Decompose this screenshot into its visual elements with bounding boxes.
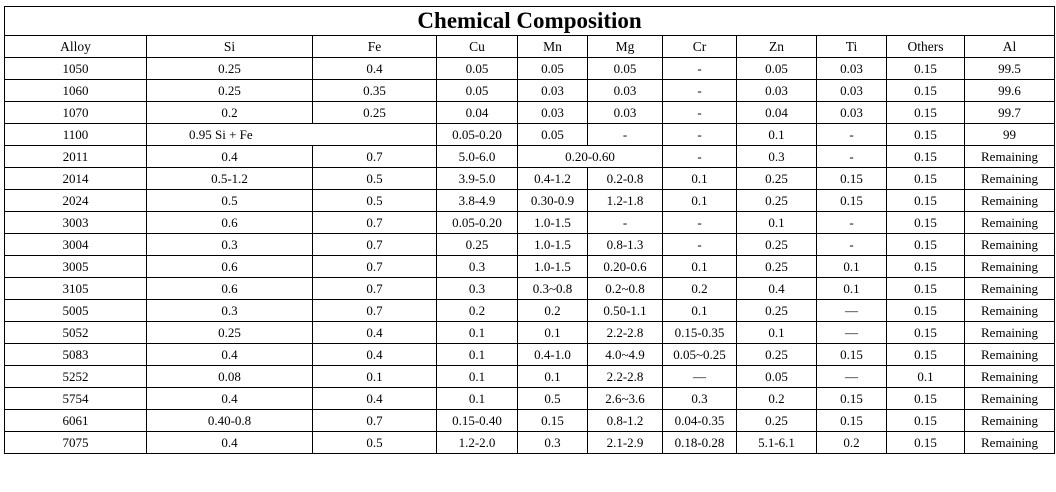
cell-others: 0.15 bbox=[887, 300, 965, 322]
cell-alloy: 2024 bbox=[5, 190, 147, 212]
cell-al: Remaining bbox=[965, 212, 1055, 234]
cell-others: 0.15 bbox=[887, 168, 965, 190]
cell-cu: 0.1 bbox=[437, 344, 518, 366]
cell-fe: 0.7 bbox=[313, 256, 437, 278]
cell-fe: 0.35 bbox=[313, 80, 437, 102]
cell-si: 0.3 bbox=[147, 234, 313, 256]
cell-ti: 0.15 bbox=[817, 190, 887, 212]
cell-alloy: 5005 bbox=[5, 300, 147, 322]
cell-others: 0.15 bbox=[887, 432, 965, 454]
table-row bbox=[5, 256, 1055, 278]
cell-alloy: 2014 bbox=[5, 168, 147, 190]
cell-cr: 0.1 bbox=[663, 168, 737, 190]
header-ti: Ti bbox=[817, 36, 887, 58]
cell-mg: 0.03 bbox=[588, 80, 663, 102]
cell-ti: 0.15 bbox=[817, 168, 887, 190]
cell-cr: 0.3 bbox=[663, 388, 737, 410]
cell-others: 0.1 bbox=[887, 366, 965, 388]
cell-mn: 0.4-1.2 bbox=[518, 168, 588, 190]
cell-others: 0.15 bbox=[887, 190, 965, 212]
table-row bbox=[5, 388, 1055, 410]
header-mg: Mg bbox=[588, 36, 663, 58]
cell-mg: 0.20-0.6 bbox=[588, 256, 663, 278]
cell-si: 0.4 bbox=[147, 146, 313, 168]
cell-cu: 0.2 bbox=[437, 300, 518, 322]
cell-alloy: 5252 bbox=[5, 366, 147, 388]
cell-al: Remaining bbox=[965, 168, 1055, 190]
composition-table-wrapper bbox=[4, 6, 1054, 454]
cell-mg: 0.8-1.3 bbox=[588, 234, 663, 256]
cell-ti: — bbox=[817, 322, 887, 344]
table-row bbox=[5, 168, 1055, 190]
cell-others: 0.15 bbox=[887, 278, 965, 300]
cell-cu: 0.05 bbox=[437, 58, 518, 80]
cell-zn: 0.25 bbox=[737, 256, 817, 278]
cell-cu: 0.25 bbox=[437, 234, 518, 256]
cell-al: Remaining bbox=[965, 256, 1055, 278]
cell-mn: 0.1 bbox=[518, 366, 588, 388]
cell-al: 99 bbox=[965, 124, 1055, 146]
cell-fe: 0.4 bbox=[313, 322, 437, 344]
table-row bbox=[5, 212, 1055, 234]
cell-cu: 0.05-0.20 bbox=[437, 212, 518, 234]
table-row bbox=[5, 80, 1055, 102]
cell-fe: 0.5 bbox=[313, 168, 437, 190]
cell-mg: 2.2-2.8 bbox=[588, 322, 663, 344]
cell-si: 0.3 bbox=[147, 300, 313, 322]
cell-si: 0.2 bbox=[147, 102, 313, 124]
cell-mn: 0.30-0.9 bbox=[518, 190, 588, 212]
cell-alloy: 1060 bbox=[5, 80, 147, 102]
header-fe: Fe bbox=[313, 36, 437, 58]
cell-mg: 1.2-1.8 bbox=[588, 190, 663, 212]
cell-cr: - bbox=[663, 212, 737, 234]
cell-zn: 0.25 bbox=[737, 190, 817, 212]
cell-zn: 0.03 bbox=[737, 80, 817, 102]
cell-fe: 0.1 bbox=[313, 366, 437, 388]
cell-cu: 1.2-2.0 bbox=[437, 432, 518, 454]
header-cr: Cr bbox=[663, 36, 737, 58]
cell-mn: 0.3 bbox=[518, 432, 588, 454]
cell-zn: 0.25 bbox=[737, 168, 817, 190]
header-zn: Zn bbox=[737, 36, 817, 58]
cell-al: Remaining bbox=[965, 432, 1055, 454]
cell-alloy: 7075 bbox=[5, 432, 147, 454]
cell-cr: 0.05~0.25 bbox=[663, 344, 737, 366]
cell-fe: 0.7 bbox=[313, 234, 437, 256]
cell-fe: 0.5 bbox=[313, 190, 437, 212]
composition-table bbox=[4, 6, 1055, 454]
cell-others: 0.15 bbox=[887, 234, 965, 256]
cell-si: 0.5-1.2 bbox=[147, 168, 313, 190]
cell-si: 0.40-0.8 bbox=[147, 410, 313, 432]
cell-fe: 0.7 bbox=[313, 300, 437, 322]
cell-si: 0.25 bbox=[147, 80, 313, 102]
cell-al: Remaining bbox=[965, 410, 1055, 432]
cell-al: Remaining bbox=[965, 278, 1055, 300]
cell-alloy: 6061 bbox=[5, 410, 147, 432]
cell-cr: 0.1 bbox=[663, 256, 737, 278]
cell-cu: 0.15-0.40 bbox=[437, 410, 518, 432]
cell-al: Remaining bbox=[965, 344, 1055, 366]
cell-al: Remaining bbox=[965, 300, 1055, 322]
cell-others: 0.15 bbox=[887, 58, 965, 80]
cell-alloy: 5083 bbox=[5, 344, 147, 366]
cell-ti: 0.15 bbox=[817, 344, 887, 366]
cell-al: Remaining bbox=[965, 388, 1055, 410]
header-si: Si bbox=[147, 36, 313, 58]
cell-others: 0.15 bbox=[887, 212, 965, 234]
table-row bbox=[5, 124, 1055, 146]
cell-cu: 0.3 bbox=[437, 256, 518, 278]
cell-mn: 0.4-1.0 bbox=[518, 344, 588, 366]
header-others: Others bbox=[887, 36, 965, 58]
cell-ti: — bbox=[817, 366, 887, 388]
cell-zn: 0.1 bbox=[737, 322, 817, 344]
cell-al: Remaining bbox=[965, 190, 1055, 212]
cell-si: 0.6 bbox=[147, 256, 313, 278]
cell-mn: 0.2 bbox=[518, 300, 588, 322]
cell-mg: 2.1-2.9 bbox=[588, 432, 663, 454]
cell-cu: 0.05 bbox=[437, 80, 518, 102]
table-row bbox=[5, 234, 1055, 256]
cell-cr: - bbox=[663, 124, 737, 146]
cell-si: 0.08 bbox=[147, 366, 313, 388]
table-row bbox=[5, 190, 1055, 212]
cell-alloy: 1100 bbox=[5, 124, 147, 146]
cell-alloy: 5052 bbox=[5, 322, 147, 344]
cell-zn: 0.05 bbox=[737, 58, 817, 80]
cell-zn: 0.25 bbox=[737, 234, 817, 256]
table-title: Chemical Composition bbox=[5, 7, 1055, 36]
cell-mn: 0.3~0.8 bbox=[518, 278, 588, 300]
cell-fe: 0.7 bbox=[313, 212, 437, 234]
cell-ti: — bbox=[817, 300, 887, 322]
header-alloy: Alloy bbox=[5, 36, 147, 58]
cell-si: 0.25 bbox=[147, 322, 313, 344]
cell-zn: 0.25 bbox=[737, 410, 817, 432]
cell-fe: 0.5 bbox=[313, 432, 437, 454]
cell-cu: 0.05-0.20 bbox=[437, 124, 518, 146]
cell-mn: 1.0-1.5 bbox=[518, 212, 588, 234]
cell-mn: 0.1 bbox=[518, 322, 588, 344]
cell-cu: 5.0-6.0 bbox=[437, 146, 518, 168]
cell-alloy: 5754 bbox=[5, 388, 147, 410]
cell-alloy: 3105 bbox=[5, 278, 147, 300]
cell-cr: 0.18-0.28 bbox=[663, 432, 737, 454]
cell-others: 0.15 bbox=[887, 80, 965, 102]
cell-others: 0.15 bbox=[887, 388, 965, 410]
cell-mg: - bbox=[588, 124, 663, 146]
table-row bbox=[5, 278, 1055, 300]
cell-si: 0.4 bbox=[147, 344, 313, 366]
cell-alloy: 3005 bbox=[5, 256, 147, 278]
cell-fe: 0.7 bbox=[313, 410, 437, 432]
table-row bbox=[5, 146, 1055, 168]
cell-al: Remaining bbox=[965, 322, 1055, 344]
cell-alloy: 1070 bbox=[5, 102, 147, 124]
cell-mg: 0.2~0.8 bbox=[588, 278, 663, 300]
cell-cr: 0.1 bbox=[663, 300, 737, 322]
cell-ti: - bbox=[817, 234, 887, 256]
table-row bbox=[5, 322, 1055, 344]
header-mn: Mn bbox=[518, 36, 588, 58]
cell-si: 0.4 bbox=[147, 388, 313, 410]
cell-zn: 0.3 bbox=[737, 146, 817, 168]
cell-zn: 5.1-6.1 bbox=[737, 432, 817, 454]
cell-ti: 0.03 bbox=[817, 58, 887, 80]
cell-cr: - bbox=[663, 146, 737, 168]
cell-cu: 0.3 bbox=[437, 278, 518, 300]
cell-ti: 0.15 bbox=[817, 410, 887, 432]
cell-mg: 0.50-1.1 bbox=[588, 300, 663, 322]
cell-ti: 0.2 bbox=[817, 432, 887, 454]
cell-si: 0.6 bbox=[147, 278, 313, 300]
table-row bbox=[5, 344, 1055, 366]
header-al: Al bbox=[965, 36, 1055, 58]
header-cu: Cu bbox=[437, 36, 518, 58]
cell-others: 0.15 bbox=[887, 344, 965, 366]
cell-mg: 4.0~4.9 bbox=[588, 344, 663, 366]
table-row bbox=[5, 410, 1055, 432]
cell-ti: - bbox=[817, 146, 887, 168]
cell-mn: 0.03 bbox=[518, 102, 588, 124]
cell-mn: 0.03 bbox=[518, 80, 588, 102]
cell-mn: 0.15 bbox=[518, 410, 588, 432]
cell-si-fe: 0.95 Si + Fe bbox=[147, 124, 437, 146]
cell-cu: 3.8-4.9 bbox=[437, 190, 518, 212]
cell-others: 0.15 bbox=[887, 146, 965, 168]
cell-zn: 0.1 bbox=[737, 124, 817, 146]
cell-mn: 0.05 bbox=[518, 58, 588, 80]
cell-si: 0.4 bbox=[147, 432, 313, 454]
cell-al: 99.7 bbox=[965, 102, 1055, 124]
cell-zn: 0.1 bbox=[737, 212, 817, 234]
cell-al: Remaining bbox=[965, 146, 1055, 168]
cell-mg: 2.2-2.8 bbox=[588, 366, 663, 388]
cell-mn: 0.05 bbox=[518, 124, 588, 146]
cell-mg: 0.03 bbox=[588, 102, 663, 124]
cell-al: 99.6 bbox=[965, 80, 1055, 102]
cell-others: 0.15 bbox=[887, 256, 965, 278]
cell-fe: 0.7 bbox=[313, 146, 437, 168]
cell-fe: 0.4 bbox=[313, 58, 437, 80]
cell-si: 0.25 bbox=[147, 58, 313, 80]
cell-ti: 0.1 bbox=[817, 278, 887, 300]
cell-cr: - bbox=[663, 234, 737, 256]
cell-ti: - bbox=[817, 124, 887, 146]
cell-alloy: 1050 bbox=[5, 58, 147, 80]
cell-cr: 0.1 bbox=[663, 190, 737, 212]
cell-alloy: 2011 bbox=[5, 146, 147, 168]
cell-ti: 0.1 bbox=[817, 256, 887, 278]
cell-zn: 0.05 bbox=[737, 366, 817, 388]
cell-fe: 0.25 bbox=[313, 102, 437, 124]
cell-cr: - bbox=[663, 80, 737, 102]
cell-fe: 0.4 bbox=[313, 344, 437, 366]
cell-fe: 0.7 bbox=[313, 278, 437, 300]
cell-zn: 0.25 bbox=[737, 344, 817, 366]
cell-cr: - bbox=[663, 58, 737, 80]
cell-cu: 0.1 bbox=[437, 366, 518, 388]
cell-ti: - bbox=[817, 212, 887, 234]
cell-cr: 0.04-0.35 bbox=[663, 410, 737, 432]
cell-mg: 0.2-0.8 bbox=[588, 168, 663, 190]
cell-fe: 0.4 bbox=[313, 388, 437, 410]
table-row bbox=[5, 102, 1055, 124]
cell-mg: 2.6~3.6 bbox=[588, 388, 663, 410]
cell-mg: 0.8-1.2 bbox=[588, 410, 663, 432]
cell-al: 99.5 bbox=[965, 58, 1055, 80]
cell-mn: 0.5 bbox=[518, 388, 588, 410]
cell-cr: — bbox=[663, 366, 737, 388]
cell-cr: 0.15-0.35 bbox=[663, 322, 737, 344]
cell-al: Remaining bbox=[965, 234, 1055, 256]
cell-others: 0.15 bbox=[887, 322, 965, 344]
cell-cu: 0.1 bbox=[437, 322, 518, 344]
cell-si: 0.5 bbox=[147, 190, 313, 212]
cell-mg: 0.05 bbox=[588, 58, 663, 80]
cell-cr: 0.2 bbox=[663, 278, 737, 300]
cell-mn: 1.0-1.5 bbox=[518, 256, 588, 278]
table-row bbox=[5, 300, 1055, 322]
cell-cu: 3.9-5.0 bbox=[437, 168, 518, 190]
table-row bbox=[5, 366, 1055, 388]
cell-si: 0.6 bbox=[147, 212, 313, 234]
cell-mn: 1.0-1.5 bbox=[518, 234, 588, 256]
cell-cr: - bbox=[663, 102, 737, 124]
cell-alloy: 3003 bbox=[5, 212, 147, 234]
cell-cu: 0.04 bbox=[437, 102, 518, 124]
cell-zn: 0.2 bbox=[737, 388, 817, 410]
header-row bbox=[5, 36, 1055, 58]
cell-zn: 0.04 bbox=[737, 102, 817, 124]
cell-zn: 0.25 bbox=[737, 300, 817, 322]
cell-mg: - bbox=[588, 212, 663, 234]
cell-ti: 0.15 bbox=[817, 388, 887, 410]
cell-zn: 0.4 bbox=[737, 278, 817, 300]
cell-al: Remaining bbox=[965, 366, 1055, 388]
table-row bbox=[5, 432, 1055, 454]
cell-mn-mg: 0.20-0.60 bbox=[518, 146, 663, 168]
title-row bbox=[5, 7, 1055, 36]
cell-ti: 0.03 bbox=[817, 102, 887, 124]
table-body bbox=[5, 58, 1055, 454]
cell-others: 0.15 bbox=[887, 124, 965, 146]
table-row bbox=[5, 58, 1055, 80]
cell-ti: 0.03 bbox=[817, 80, 887, 102]
cell-others: 0.15 bbox=[887, 410, 965, 432]
cell-others: 0.15 bbox=[887, 102, 965, 124]
cell-alloy: 3004 bbox=[5, 234, 147, 256]
cell-cu: 0.1 bbox=[437, 388, 518, 410]
